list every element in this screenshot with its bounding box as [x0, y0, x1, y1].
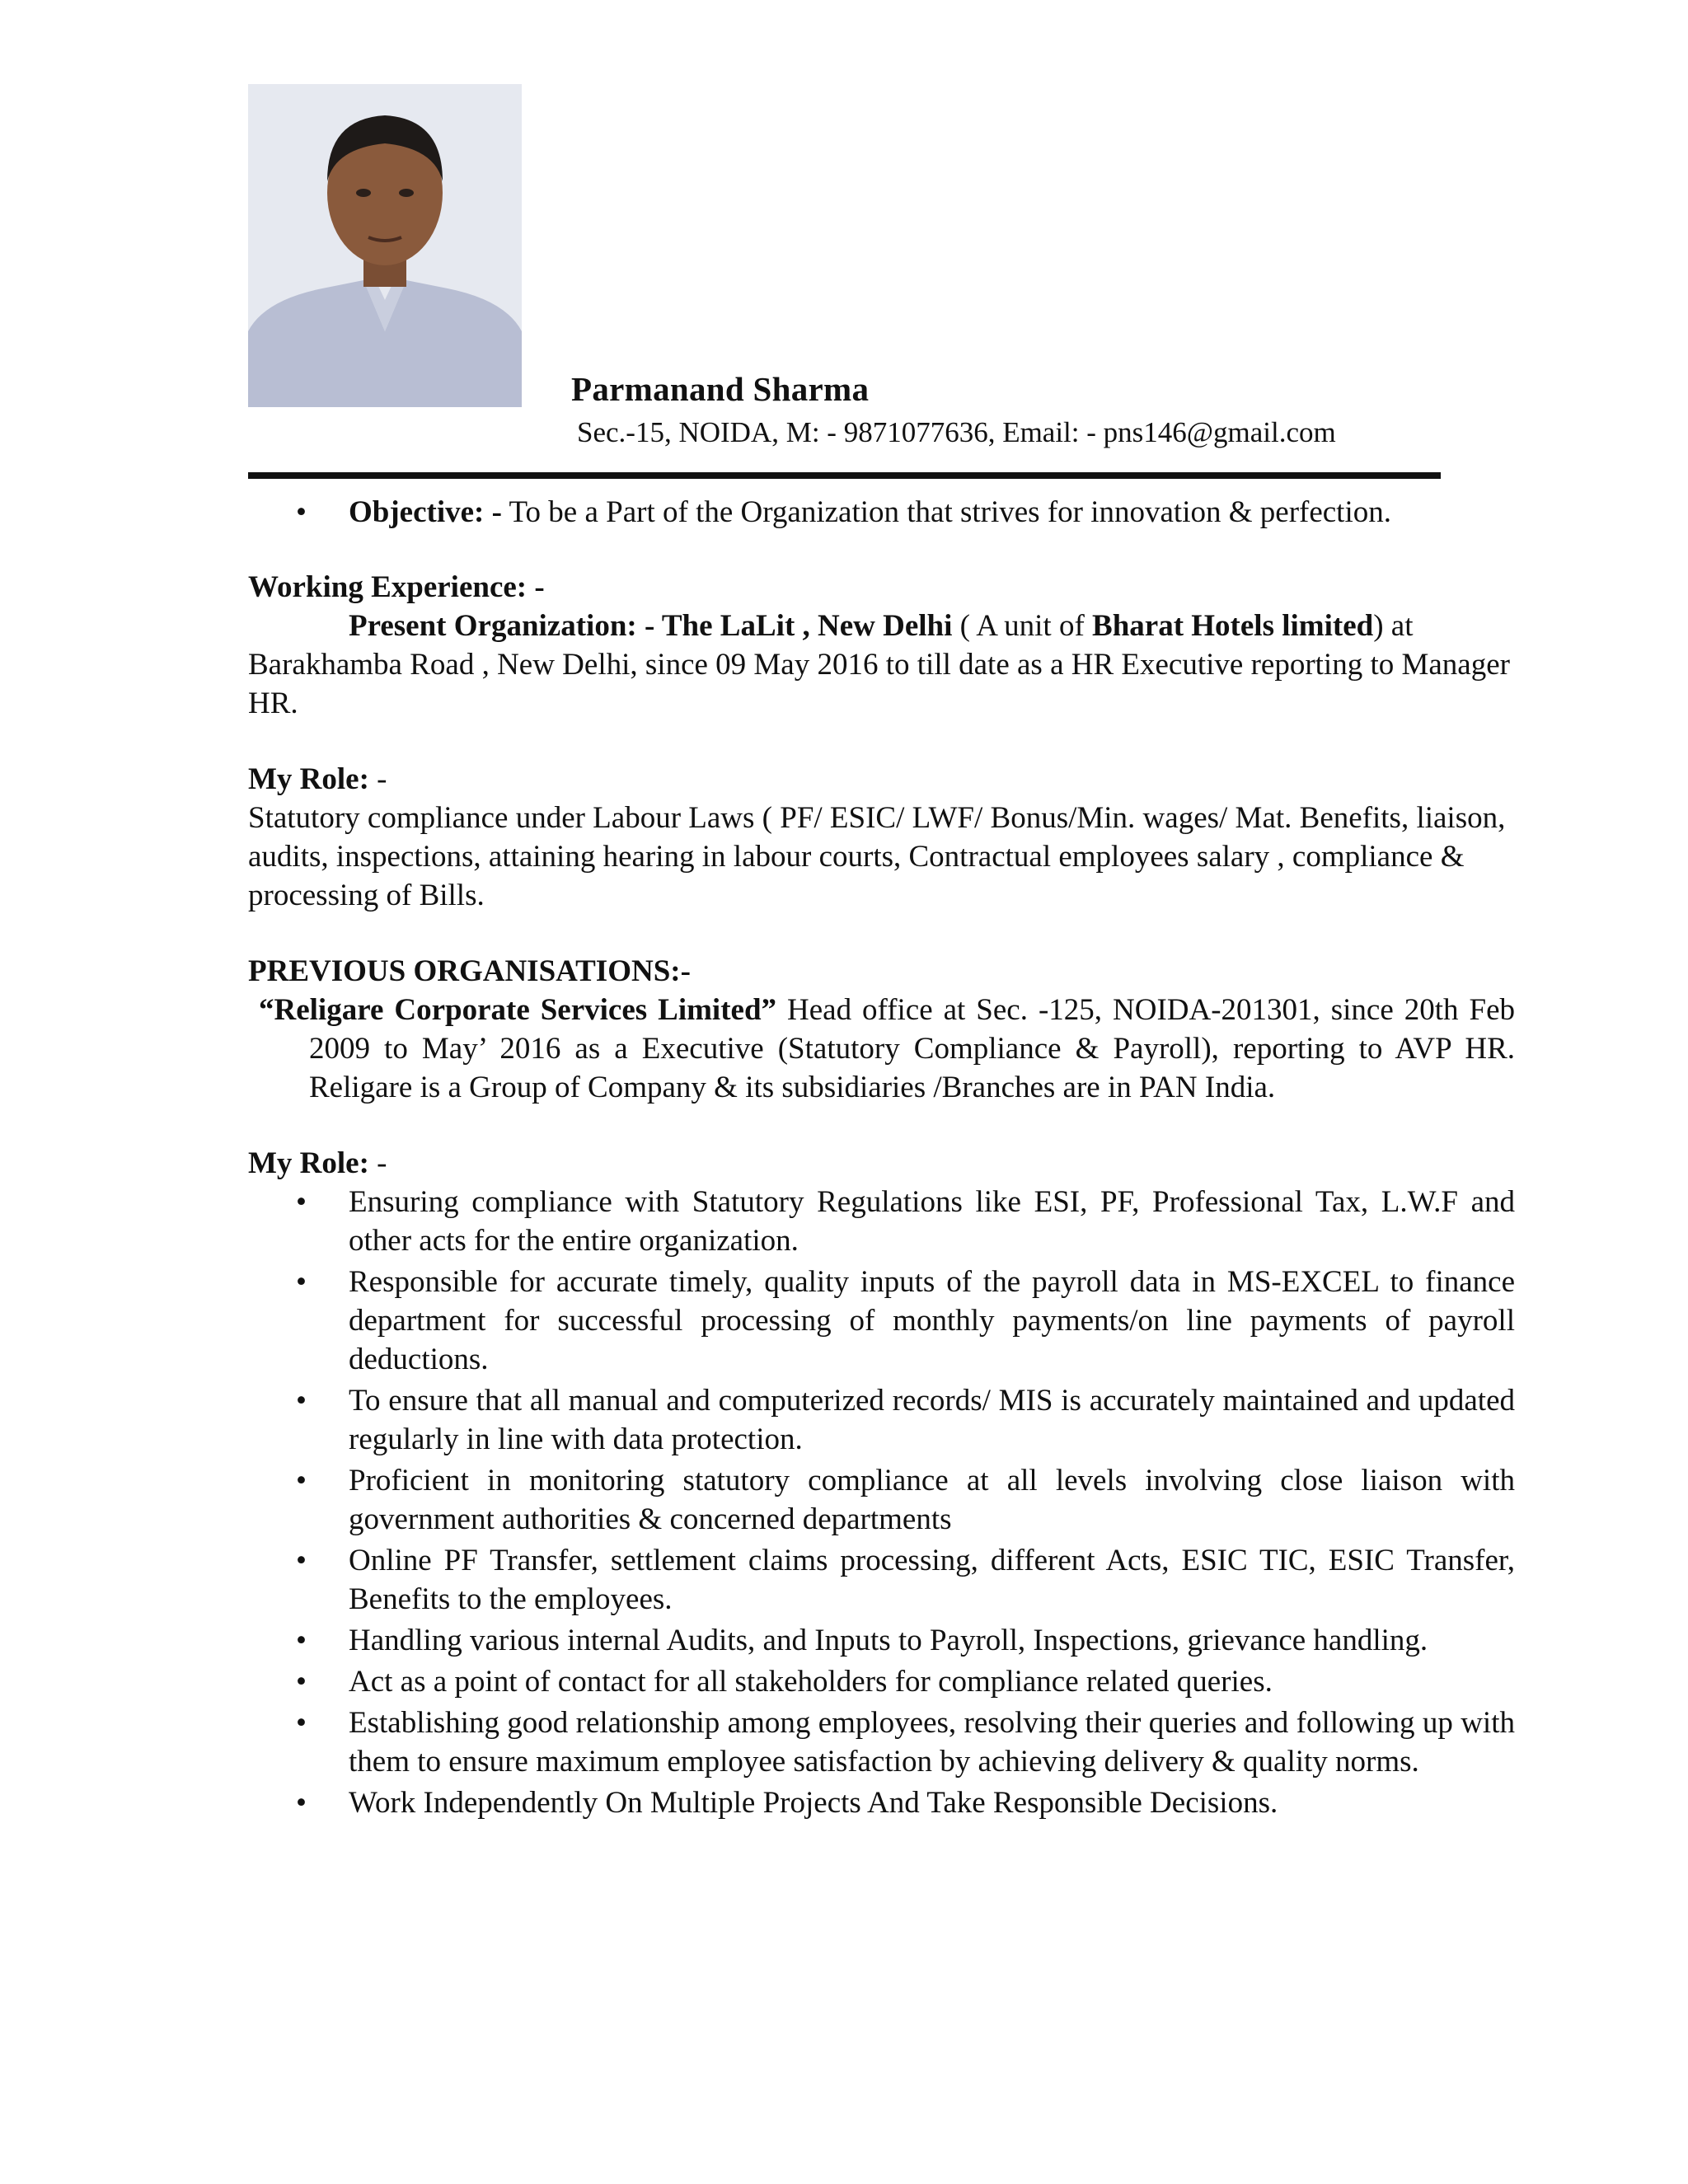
objective-text: To be a Part of the Organization that strives for innovation & perfection. [501, 495, 1391, 529]
objective-line [248, 493, 1515, 532]
list-item: • Responsible for accurate timely, quality inputs of the payroll data in MS-EXCEL to finance department for successful processing of monthly payments/on line payments of payroll deductions. [248, 1263, 1515, 1379]
present-role-heading-line [248, 760, 1515, 799]
header-divider [248, 472, 1441, 479]
previous-role-heading-suffix: - [368, 1146, 387, 1180]
present-organization-label: Present Organization: - The LaLit , New Delhi [349, 609, 953, 643]
previous-role-list [248, 1183, 1515, 1822]
present-organization-text-2: ) at Barakhamba Road , New Delhi, since 09 May 2016 to till date as a HR Executive reporting to Manager HR. [248, 609, 1510, 720]
list-item: • Act as a point of contact for all stakeholders for compliance related queries. [248, 1662, 1515, 1701]
list-item: • Handling various internal Audits, and Inputs to Payroll, Inspections, grievance handling. [248, 1621, 1515, 1660]
list-item: • To ensure that all manual and computerized records/ MIS is accurately maintained and updated regularly in line with data protection. [248, 1381, 1515, 1459]
previous-organisation-company: “Religare Corporate Services Limited” [259, 993, 777, 1027]
working-experience-heading: Working Experience: - [248, 570, 545, 604]
list-item: • Online PF Transfer, settlement claims processing, different Acts, ESIC TIC, ESIC Transfer, Benefits to the employees. [248, 1541, 1515, 1619]
present-role-heading: My Role: [248, 762, 369, 796]
present-organization-text-1: ( A unit of [952, 609, 1093, 643]
contact-details: Sec.-15, NOIDA, M: - 9871077636, Email: - pns146@gmail.com [577, 416, 1336, 448]
present-role-heading-suffix: - [368, 762, 387, 796]
resume-body [248, 493, 1515, 1825]
previous-organisation-text: Head office at Sec. -125, NOIDA-201301, since 20th Feb 2009 to May’ 2016 as a Executive (Statutory Compliance & Payroll), reporting to AVP HR. Religare is a Group of Company & its subsidiaries /Branches are in PAN India. [309, 993, 1516, 1104]
previous-organisations-heading: PREVIOUS ORGANISATIONS:- [248, 954, 691, 988]
present-role-text: Statutory compliance under Labour Laws ( PF/ ESIC/ LWF/ Bonus/Min. wages/ Mat. Benefits, liaison, audits, inspections, attaining hearing in labour courts, Contractual employees salary , compliance & processing of Bills. [248, 801, 1506, 912]
list-item: • Ensuring compliance with Statutory Regulations like ESI, PF, Professional Tax, L.W.F and other acts for the entire organization. [248, 1183, 1515, 1260]
list-item: • Work Independently On Multiple Projects And Take Responsible Decisions. [248, 1783, 1515, 1822]
present-organization-paragraph [248, 607, 1515, 723]
list-item: • Establishing good relationship among employees, resolving their queries and following up with them to ensure maximum employee satisfaction by achieving delivery & quality norms. [248, 1704, 1515, 1781]
previous-organisation-paragraph [248, 991, 1515, 1107]
objective-label: Objective: - [349, 495, 502, 529]
candidate-name: Parmanand Sharma [571, 370, 870, 408]
previous-role-heading-line [248, 1144, 1515, 1183]
profile-photo [248, 84, 522, 407]
list-item: • Proficient in monitoring statutory compliance at all levels involving close liaison with government authorities & concerned departments [248, 1461, 1515, 1539]
person-portrait-icon [248, 84, 522, 407]
previous-role-heading: My Role: [248, 1146, 369, 1180]
present-organization-company: Bharat Hotels limited [1092, 609, 1374, 643]
